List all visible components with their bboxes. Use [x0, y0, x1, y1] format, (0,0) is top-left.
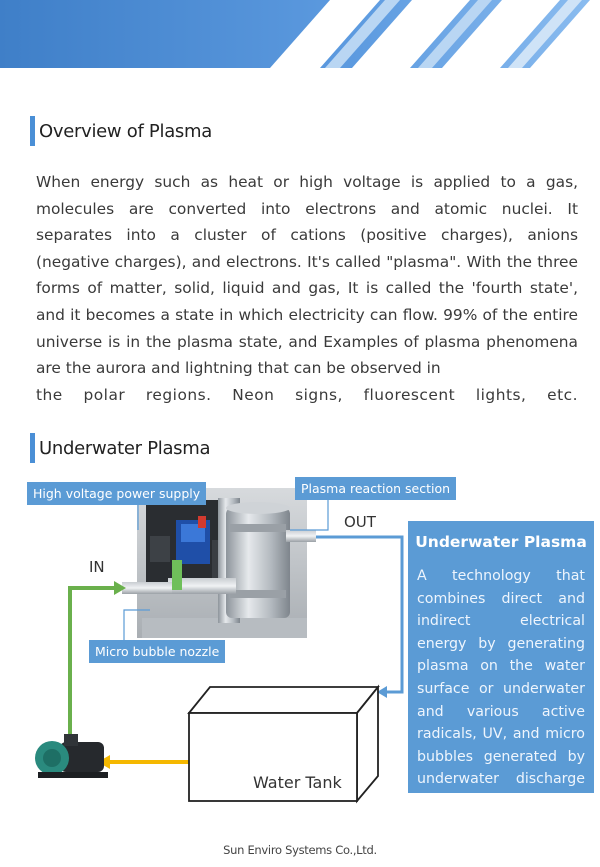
out-label: OUT — [344, 513, 376, 531]
header-banner — [0, 0, 600, 68]
nozzle-callout: Micro bubble nozzle — [89, 640, 225, 663]
heading-accent-bar — [30, 116, 35, 146]
pump-icon — [35, 734, 108, 778]
underwater-plasma-info-box — [408, 521, 594, 793]
overview-paragraph: When energy such as heat or high voltage is applied to a gas, molecules are converted into electrons and atomic nuclei. It separates into a cluster of cations (positive charges), anions (negative charges), and electrons. It's called "plasma". With the three forms of matter, solid, liquid and gas, It is called the 'fourth state', and it becomes a state in which electricity can flow. 99% of the entire universe is in the plasma state, and Examples of plasma phenomena are the aurora and lightning that can be observed in — [36, 173, 578, 378]
overview-body — [36, 169, 578, 408]
underwater-title: Underwater Plasma — [39, 437, 211, 459]
power-supply-callout: High voltage power supply — [27, 482, 206, 505]
overview-title: Overview of Plasma — [39, 120, 212, 142]
footer-company: Sun Enviro Systems Co.,Ltd. — [223, 843, 377, 857]
overview-heading — [30, 116, 212, 146]
in-label: IN — [89, 558, 105, 576]
heading-accent-bar — [30, 433, 35, 463]
reaction-section-callout: Plasma reaction section — [295, 477, 456, 500]
info-box-description: A technology that combines direct and indirect electrical energy by generating plasma on the water surface or underwater and various active radicals, UV, and micro bubbles generated by underwater discharge — [417, 568, 585, 788]
info-box-title: Underwater Plasma — [415, 533, 587, 551]
overview-paragraph-last-line: the polar regions. Neon signs, fluorescent lights, etc. — [36, 385, 578, 404]
out-flow-line — [316, 537, 402, 692]
plasma-machine-illustration — [122, 488, 316, 638]
underwater-heading — [30, 433, 210, 463]
water-tank-label: Water Tank — [253, 773, 342, 792]
in-flow-line — [70, 588, 115, 740]
